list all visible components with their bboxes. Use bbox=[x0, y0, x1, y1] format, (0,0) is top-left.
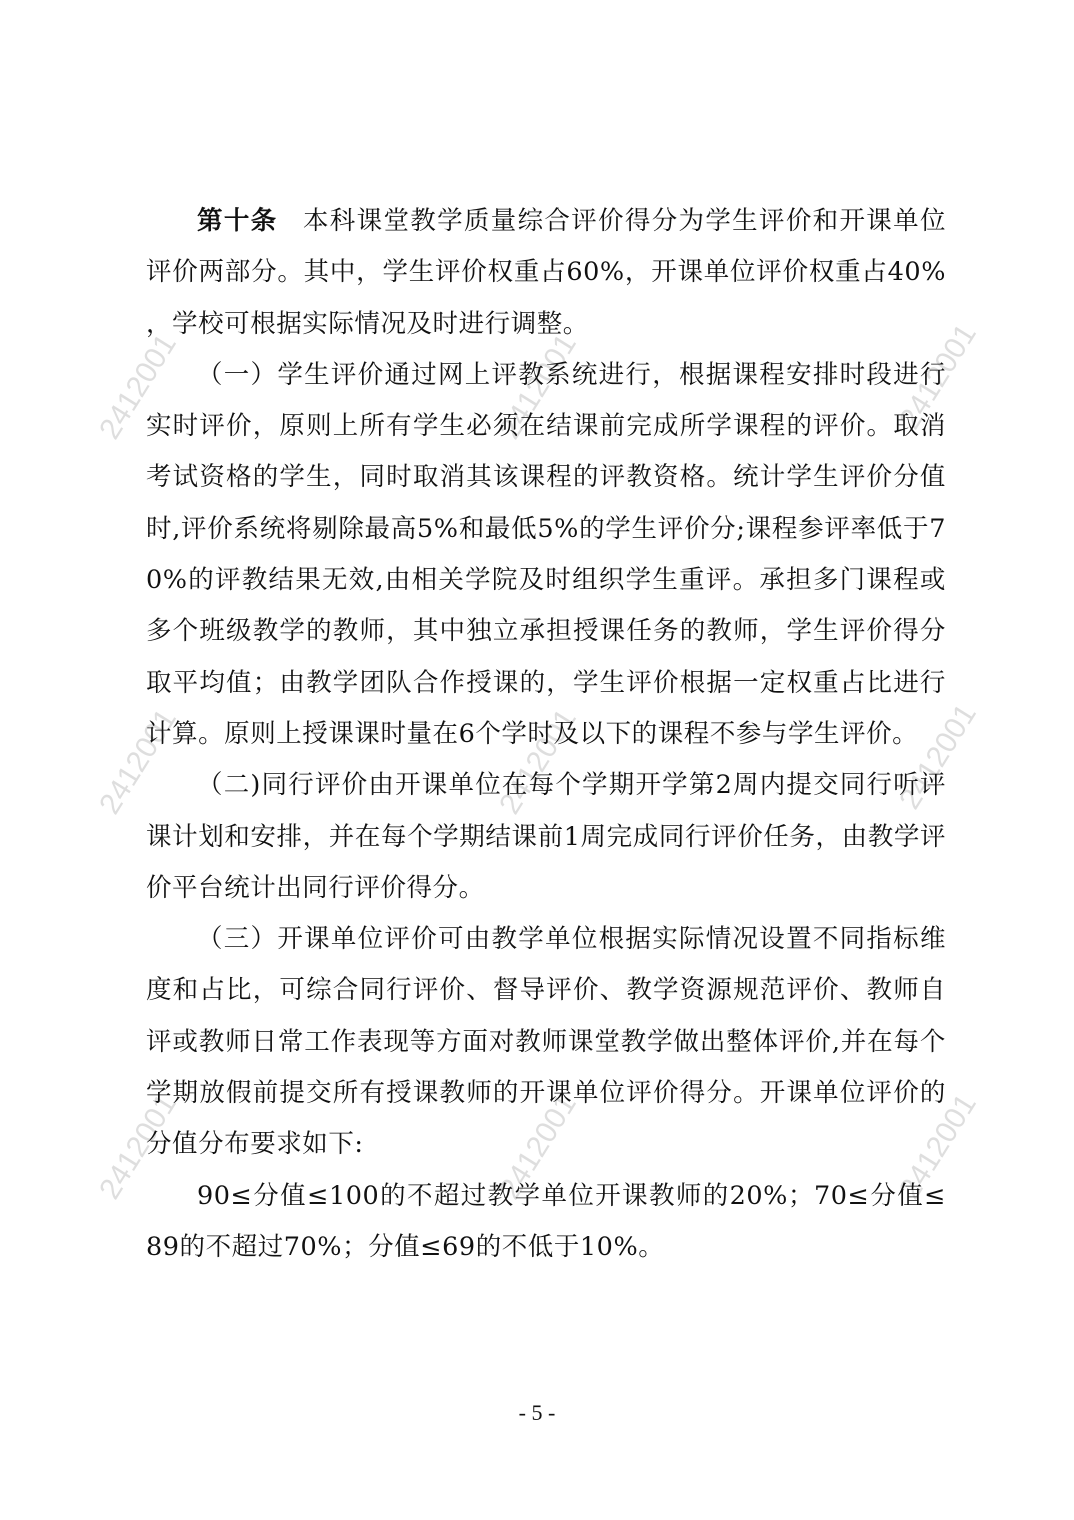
watermark-text: 2412001 bbox=[93, 1088, 183, 1206]
article-ten-paragraph bbox=[146, 196, 946, 350]
unit-evaluation-paragraph: （三）开课单位评价可由教学单位根据实际情况设置不同指标维度和占比，可综合同行评价、督导评价、教学资源规范评价、教师自评或教师日常工作表现等方面对教师课堂教学做出整体评价,并在每个学期放假前提交所有授课教师的开课单位评价得分。开课单位评价的分值分布要求如下: bbox=[146, 924, 946, 1160]
watermark-text: 2412001 bbox=[893, 318, 983, 436]
watermark-text: 2412001 bbox=[493, 328, 583, 446]
watermark-text: 2412001 bbox=[893, 1088, 983, 1206]
score-distribution-paragraph: 90≤分值≤100的不超过教学单位开课教师的20%；70≤分值≤89的不超过70%；分值≤69的不低于10%。 bbox=[146, 1180, 946, 1262]
article-heading: 第十条 bbox=[197, 206, 278, 236]
watermark-text: 2412001 bbox=[893, 698, 983, 816]
watermark-text: 2412001 bbox=[93, 703, 183, 821]
watermark-text: 2412001 bbox=[93, 328, 183, 446]
peer-evaluation-paragraph: （二)同行评价由开课单位在每个学期开学第2周内提交同行听评课计划和安排，并在每个学期结课前1周完成同行评价任务，由教学评价平台统计出同行评价得分。 bbox=[146, 770, 946, 903]
page-number: - 5 - bbox=[518, 1400, 556, 1425]
student-evaluation-paragraph: （一）学生评价通过网上评教系统进行，根据课程安排时段进行实时评价，原则上所有学生必须在结课前完成所学课程的评价。取消考试资格的学生，同时取消其该课程的评教资格。统计学生评价分值时,评价系统将剔除最高5%和最低5%的学生评价分;课程参评率低于70%的评教结果无效,由相关学院及时组织学生重评。承担多门课程或多个班级教学的教师，其中独立承担授课任务的教师，学生评价得分取平均值；由教学团队合作授课的，学生评价根据一定权重占比进行计算。原则上授课课时量在6个学时及以下的课程不参与学生评价。 bbox=[146, 359, 946, 749]
watermark-text: 2412001 bbox=[493, 1088, 583, 1206]
document-body bbox=[146, 196, 946, 1273]
watermark-text: 2412001 bbox=[493, 703, 583, 821]
article-intro-text: 本科课堂教学质量综合评价得分为学生评价和开课单位评价两部分。其中，学生评价权重占60%，开课单位评价权重占40%，学校可根据实际情况及时进行调整。 bbox=[146, 206, 947, 339]
